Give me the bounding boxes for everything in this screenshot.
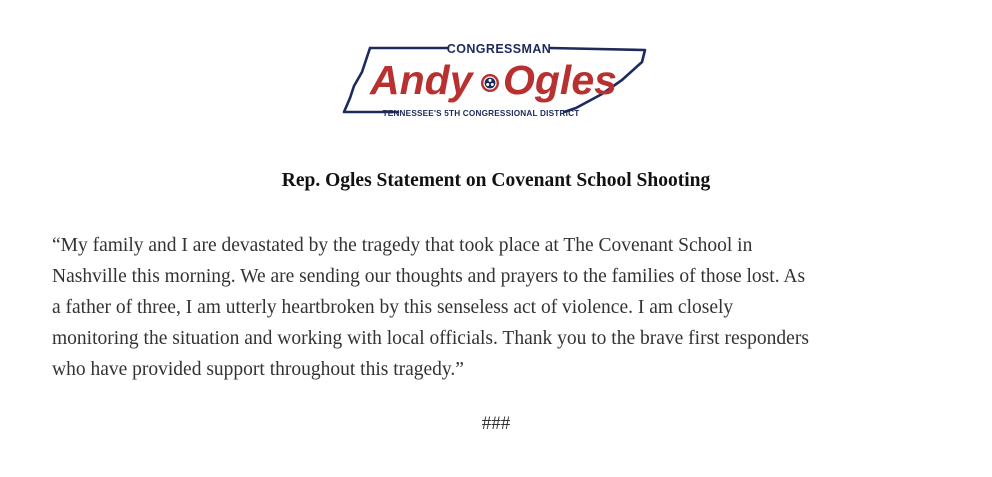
logo-last-name: Ogles xyxy=(503,57,617,103)
statement-line: monitoring the situation and working with local officials. Thank you to the brave first responders xyxy=(52,328,809,349)
statement-line: who have provided support throughout this tragedy.” xyxy=(52,359,464,380)
statement-body xyxy=(52,230,952,385)
tennessee-outline-logo xyxy=(340,38,655,124)
statement-line: a father of three, I am utterly heartbroken by this senseless act of violence. I am closely xyxy=(52,297,734,318)
logo-first-name: Andy xyxy=(370,57,473,103)
end-of-release-mark: ### xyxy=(481,413,511,434)
statement-line: Nashville this morning. We are sending our thoughts and prayers to the families of those lost. As xyxy=(52,266,806,287)
logo-district-text: TENNESSEE'S 5TH CONGRESSIONAL DISTRICT xyxy=(382,109,580,118)
tennessee-tri-star-icon xyxy=(481,74,499,92)
statement-headline: Rep. Ogles Statement on Covenant School Shooting xyxy=(281,170,711,191)
logo-top-text: CONGRESSMAN xyxy=(446,42,552,56)
congressman-logo xyxy=(340,38,655,124)
statement-line: “My family and I are devastated by the tragedy that took place at The Covenant School in xyxy=(52,235,753,256)
